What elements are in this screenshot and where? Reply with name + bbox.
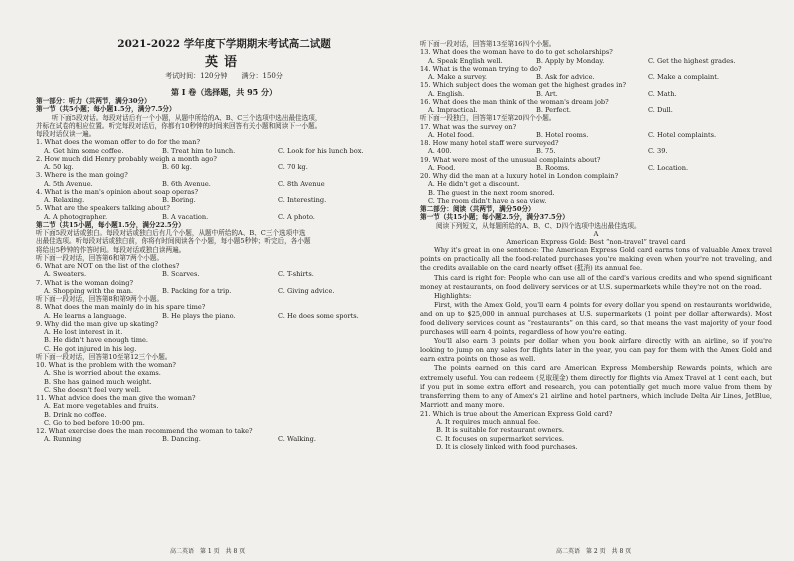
option-b: B. Perfect.: [536, 106, 572, 114]
option-b: B. 60 kg.: [162, 163, 192, 171]
option-b: B. Hotel rooms.: [536, 130, 589, 139]
question-15: 15. Which subject does the woman get the highest grades in?: [420, 81, 627, 90]
passage-paragraph: You'll also earn 3 points per dollar when you book airfare directly with an airline, so if you're looking to jump on any sales for flights later in the year, you can pay for them with the Amex Gold and earn extra points on those as well.: [420, 337, 772, 364]
question-1: 1. What does the woman offer to do for the man?: [36, 138, 201, 147]
question-21: 21. Which is true about the American Express Gold card?: [420, 409, 613, 418]
question-19-options: [420, 164, 772, 172]
question-16-options: [420, 106, 772, 114]
question-18: 18. How many hotel staff were surveyed?: [420, 139, 559, 147]
option-a: A. Relaxing.: [44, 196, 85, 204]
option-c: C. Hotel complaints.: [648, 130, 717, 139]
option-a: A. Shopping with the man.: [44, 286, 133, 295]
question-12: 12. What exercise does the man recommend the woman to take?: [36, 427, 253, 435]
option-b: B. Treat him to lunch.: [162, 146, 236, 155]
option-a: A. 5th Avenue.: [44, 179, 93, 188]
option-a: A. He lost interest in it.: [44, 328, 123, 336]
option-b: B. Ask for advice.: [536, 73, 595, 81]
option-b: B. 75.: [536, 147, 556, 156]
option-c: C. Math.: [648, 89, 677, 98]
option-c: C. Giving advice.: [278, 286, 335, 295]
section1-instruction: 听下面5段对话。每段对话后有一个小题，从题中所给的A、B、C三个选项中选出最佳选项，: [52, 113, 322, 122]
option-c: C. Location.: [648, 163, 689, 172]
option-b: B. She has gained much weight.: [44, 377, 152, 386]
question-10: 10. What is the problem with the woman?: [36, 361, 176, 369]
question-3-options: [36, 180, 412, 188]
option-c: C. 39.: [648, 147, 668, 156]
option-b: B. Scarves.: [162, 270, 200, 279]
passage-paragraph: Why it's great in one sentence: The American Express Gold card earns tons of valuable Amex travel points on practically all the food-related purchases you're making even when your're not traveling, and the credits available on the card nearly offset (抵消) its annual fee.: [420, 246, 772, 273]
question-3: 3. Where is the man going?: [36, 171, 128, 180]
option-a: A. It requires much annual fee.: [436, 418, 541, 427]
exam-subject: 英语: [204, 55, 243, 70]
option-c: C. 8th Avenue: [278, 179, 325, 188]
option-b: B. Art.: [536, 89, 558, 98]
option-c: C. T-shirts.: [278, 270, 314, 279]
option-a: A. 50 kg.: [44, 163, 74, 171]
option-a: A. Running: [44, 435, 82, 444]
option-a: A. Hotel food.: [428, 130, 475, 139]
option-c: C. The room didn't have a sea view.: [428, 196, 547, 205]
question-8: 8. What does the man mainly do in his spare time?: [36, 303, 206, 312]
option-a: A. She is worried about the exams.: [44, 369, 161, 378]
option-c: C. 70 kg.: [278, 163, 308, 171]
question-4-options: [36, 196, 412, 204]
option-b: B. The guest in the next room snored.: [428, 188, 555, 197]
section2-instruction: 出最佳选项。听每段对话或独白前，你将有时间阅读各个小题，每小题5秒钟；听完后，各小题: [36, 237, 311, 246]
listening-group-instruction: 听下面一段独白，回答第17至第20四个小题。: [420, 114, 556, 123]
listening-section-title: 第一部分：听力（共两节，满分30分）: [36, 97, 151, 105]
option-b: B. Apply by Monday.: [536, 56, 605, 65]
option-b: B. Rooms.: [536, 163, 570, 172]
option-b: B. He didn't have enough time.: [44, 336, 148, 345]
question-4: 4. What is the man's opinion about soap operas?: [36, 187, 199, 196]
option-a: A. Make a survey.: [428, 73, 488, 81]
option-c: C. He got injured in his leg.: [44, 344, 137, 353]
section1-title: 第一节（共5小题；每小题1.5分，满分7.5分）: [36, 105, 176, 114]
option-b: B. Dancing.: [162, 435, 201, 444]
question-14: 14. What is the woman trying to do?: [420, 64, 542, 73]
option-a: A. 400.: [428, 147, 452, 156]
option-a: A. A photographer.: [44, 212, 108, 221]
question-17-options: [420, 131, 772, 139]
option-b: B. Boring.: [162, 196, 196, 204]
question-19: 19. What were most of the unusual complaints about?: [420, 155, 601, 164]
option-b: B. A vacation.: [162, 212, 209, 221]
passage-paragraph: This card is right for: People who can use all of the card's various credits and who spend significant money at restaurants, on food delivery services or at U.S. supermarkets while they're not on the road.: [420, 273, 772, 291]
option-a: A. Speak English well.: [428, 56, 503, 65]
question-2-options: [36, 163, 412, 171]
option-b: B. Drink no coffee.: [44, 410, 107, 419]
option-c: C. A photo.: [278, 212, 315, 221]
listening-group-instruction: 听下面一段对话，回答第10至第12三个小题。: [36, 352, 172, 361]
section2-instruction: 将给出5秒钟的作答时间。每段对话或独白读两遍。: [36, 245, 186, 254]
option-a: A. Food.: [428, 163, 456, 172]
reading-section-title: 第二部分：阅读（共两节，满分50分）: [420, 205, 535, 213]
question-13: 13. What does the woman have to do to get scholarships?: [420, 48, 613, 57]
question-13-options: [420, 57, 772, 65]
option-a: A. Eat more vegetables and fruits.: [44, 402, 159, 411]
question-6: 6. What are NOT on the list of the clothes?: [36, 262, 180, 270]
option-c: C. Interesting.: [278, 196, 327, 204]
option-b: B. 6th Avenue.: [162, 179, 211, 188]
option-c: C. Go to bed before 10:00 pm.: [44, 418, 145, 427]
question-17: 17. What was the survey on?: [420, 122, 517, 131]
exam-meta: 考试时间：120分钟 满分：150分: [165, 72, 283, 80]
option-c: C. Walking.: [278, 435, 316, 444]
option-c: C. Make a complaint.: [648, 73, 719, 81]
question-2: 2. How much did Henry probably weigh a month ago?: [36, 154, 217, 163]
option-a: A. He learns a language.: [44, 311, 127, 320]
reading-section1-title: 第一节（共15小题；每小题2.5分，满分37.5分）: [420, 213, 569, 222]
option-a: A. Impractical.: [428, 106, 478, 114]
option-a: A. He didn't get a discount.: [428, 180, 520, 189]
option-d: D. It is closely linked with food purchases.: [436, 442, 578, 451]
option-a: A. English.: [428, 89, 465, 98]
question-18-options: [420, 147, 772, 155]
option-b: B. It is suitable for restaurant owners.: [436, 426, 565, 435]
listening-group-instruction: 听下面一段对话，回答第8和第9两个小题。: [36, 295, 164, 303]
question-5-options: [36, 213, 412, 221]
question-9: 9. Why did the man give up skating?: [36, 319, 158, 328]
left-column: [36, 0, 412, 561]
option-c: C. He does some sports.: [278, 311, 359, 320]
reading-instruction: 阅读下列短文，从每题所给的A、B、C、D四个选项中选出最佳选项。: [436, 221, 641, 230]
question-8-options: [36, 312, 412, 320]
option-a: A. Get him some coffee.: [44, 146, 124, 155]
question-20: 20. Why did the man at a luxury hotel in London complain?: [420, 172, 619, 180]
question-15-options: [420, 90, 772, 98]
section2-instruction: 听下面5段对话或独白。每段对话或独白后有几个小题，从题中所给的A、B、C三个选项中选: [36, 229, 306, 237]
option-c: C. Get the highest grades.: [648, 56, 736, 65]
question-5: 5. What are the speakers talking about?: [36, 204, 170, 213]
question-11: 11. What advice does the man give the woman?: [36, 394, 196, 402]
right-column: [420, 0, 772, 561]
option-c: C. Dull.: [648, 106, 673, 114]
passage-label: A: [593, 229, 599, 238]
volume-heading: 第 I 卷（选择题，共 95 分）: [170, 87, 277, 97]
passage-paragraph: First, with the Amex Gold, you'll earn 4 points for every dollar you spend on restaurants worldwide, and on up to $25,000 in annual purchases at U.S. supermarkets (1 point per dollar afterwards). Most food delivery services count as “restaurants” on this card, so that means the vast majority of your food purchases will earn 4 points, regardless of how you're eating.: [420, 300, 772, 337]
question-1-options: [36, 147, 412, 155]
listening-group-instruction: 听下面一段对话，回答第6和第7两个小题。: [36, 253, 164, 262]
passage-highlights-label: Highlights:: [434, 291, 472, 300]
option-c: C. Look for his lunch box.: [278, 146, 364, 155]
question-6-options: [36, 270, 412, 278]
question-7: 7. What is the woman doing?: [36, 278, 134, 287]
section1-instruction: 并标在试卷的相应位置。听完每段对话后，你都有10秒钟的时间来回答有关小题和阅读下一小题。: [36, 121, 322, 130]
question-7-options: [36, 287, 412, 295]
option-b: B. Packing for a trip.: [162, 286, 232, 295]
question-16: 16. What does the man think of the woman's dream job?: [420, 97, 609, 106]
passage-paragraph: The points earned on this card are American Express Membership Rewards points, which are extremely useful. You can redeem (兑取现金) them directly for flights via Amex Travel at 1 cent each, but if you put in some extra effort and research, you can potentially get much more value from them by transferring them to any of Amex's 21 airline and hotel partners, which include Delta Air Lines, JetBlue, Marriott and many more.: [420, 364, 772, 409]
section2-title: 第二节（共15小题，每小题1.5分，满分22.5分）: [36, 220, 185, 229]
page-footer-left: 高二英语 第 1 页 共 8 页: [170, 548, 246, 555]
page-footer-right: 高二英语 第 2 页 共 8 页: [556, 548, 632, 555]
option-c: C. She doesn't feel very well.: [44, 385, 141, 394]
section1-instruction: 每段对话仅读一遍。: [36, 130, 96, 138]
listening-group-instruction: 听下面一段对话，回答第13至第16四个小题。: [420, 40, 556, 48]
question-12-options: [36, 435, 412, 443]
question-14-options: [420, 73, 772, 81]
option-b: B. He plays the piano.: [162, 311, 236, 320]
passage-title: American Express Gold: Best “non-travel” travel card: [506, 238, 686, 246]
option-a: A. Sweaters.: [44, 270, 87, 279]
exam-title: 2021-2022 学年度下学期期末考试高二试题: [117, 38, 331, 50]
option-c: C. It focuses on supermarket services.: [436, 434, 565, 443]
